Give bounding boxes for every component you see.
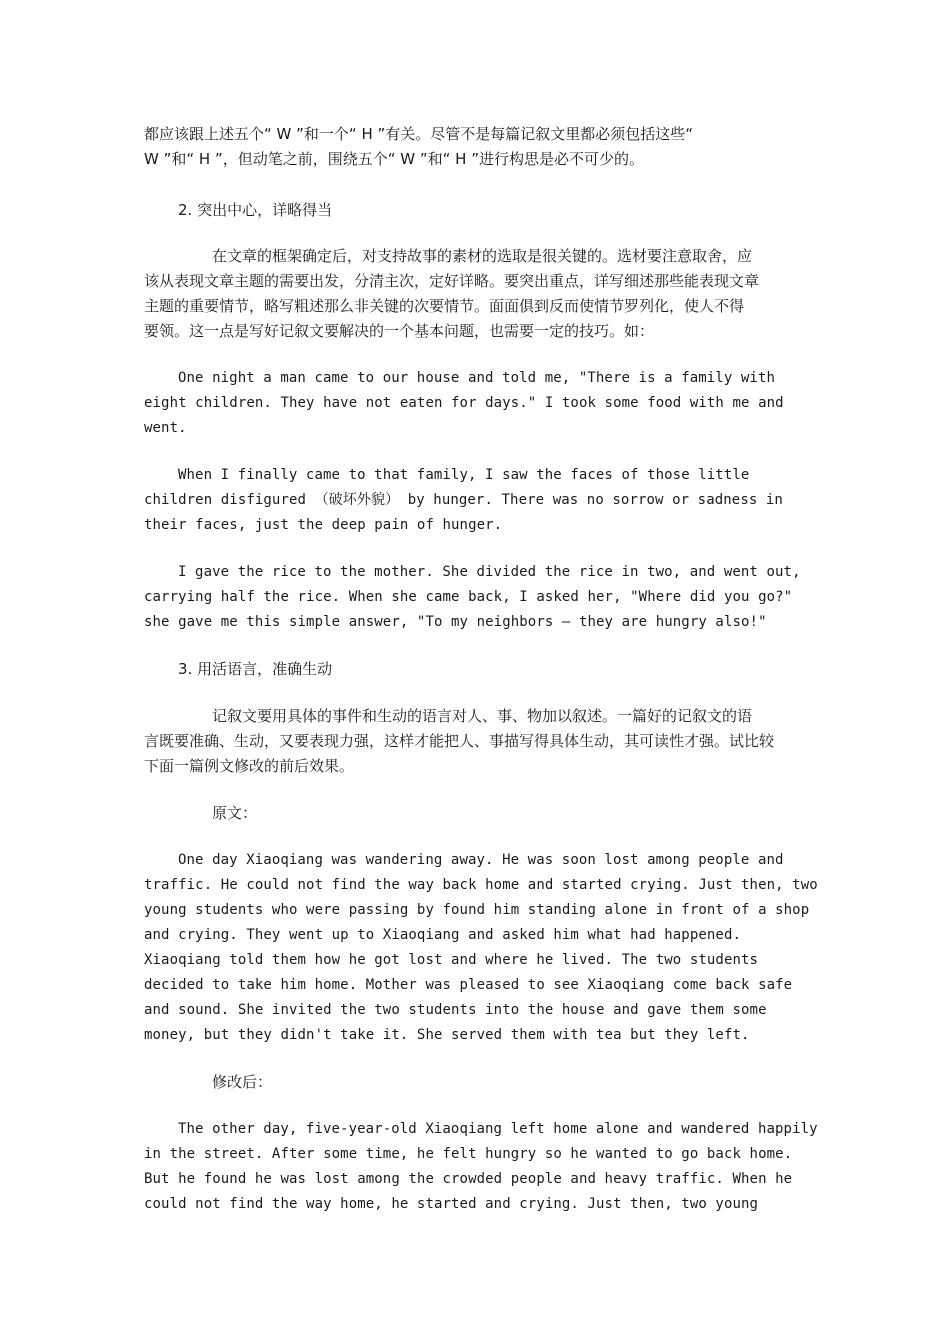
text-line: carrying half the rice. When she came back, I asked her, "Where did you go?" [144, 589, 793, 605]
original-text [144, 848, 818, 1048]
heading-text: 2. 突出中心，详略得当 [178, 201, 333, 219]
text-line: The other day, five-year-old Xiaoqiang left home alone and wandered happily [178, 1121, 818, 1137]
label-text: 原文： [212, 804, 258, 822]
text-line: in the street. After some time, he felt hungry so he wanted to go back home. [144, 1146, 793, 1162]
revised-label [144, 1070, 882, 1095]
text-line: W ”和“ H ”，但动笔之前，围绕五个“ W ”和“ H ”进行构思是必不可少的。 [144, 150, 644, 168]
intro-paragraph [144, 122, 814, 172]
text-line: When I finally came to that family, I saw the faces of those little [178, 467, 750, 483]
text-line: 言既要准确、生动，又要表现力强，这样才能把人、事描写得具体生动，其可读性才强。试比较 [144, 732, 775, 750]
section-3-heading [144, 657, 848, 682]
text-line: traffic. He could not find the way back home and started crying. Just then, two [144, 877, 818, 893]
example-paragraph-1 [144, 366, 814, 441]
revised-text [144, 1117, 818, 1217]
text-line: One night a man came to our house and told me, "There is a family with [178, 370, 776, 386]
section-2-heading [144, 198, 848, 223]
text-line: their faces, just the deep pain of hunger. [144, 517, 503, 533]
text-line: 记叙文要用具体的事件和生动的语言对人、事、物加以叙述。一篇好的记叙文的语 [212, 707, 753, 725]
text-line: 下面一篇例文修改的前后效果。 [144, 757, 355, 775]
text-line: eight children. They have not eaten for days." I took some food with me and [144, 395, 784, 411]
text-line: and crying. They went up to Xiaoqiang and asked him what had happened. [144, 927, 742, 943]
original-label [144, 801, 882, 826]
text-line: 都应该跟上述五个“ W ”和一个“ H ”有关。尽管不是每篇记叙文里都必须包括这些“ [144, 125, 694, 143]
text-line: Xiaoqiang told them how he got lost and where he lived. The two students [144, 952, 759, 968]
text-line: 要领。这一点是写好记叙文要解决的一个基本问题，也需要一定的技巧。如： [144, 322, 655, 340]
text-line: 该从表现文章主题的需要出发，分清主次，定好详略。要突出重点，详写细述那些能表现文章 [144, 272, 760, 290]
text-line: decided to take him home. Mother was pleased to see Xiaoqiang come back safe [144, 977, 793, 993]
text-line: could not find the way home, he started and crying. Just then, two young [144, 1196, 759, 1212]
text-line: I gave the rice to the mother. She divided the rice in two, and went out, [178, 564, 801, 580]
example-paragraph-2 [144, 463, 814, 538]
text-line: children disfigured （破坏外貌） by hunger. There was no sorrow or sadness in [144, 492, 783, 508]
heading-text: 3. 用活语言，准确生动 [178, 660, 333, 678]
text-line: and sound. She invited the two students into the house and gave them some [144, 1002, 767, 1018]
text-line: But he found he was lost among the crowded people and heavy traffic. When he [144, 1171, 793, 1187]
text-line: young students who were passing by found him standing alone in front of a shop [144, 902, 810, 918]
section-3-paragraph [144, 704, 814, 779]
example-paragraph-3 [144, 560, 814, 635]
text-line: 主题的重要情节，略写粗述那么非关键的次要情节。面面俱到反而使情节罗列化，使人不得 [144, 297, 745, 315]
text-line: went. [144, 420, 187, 436]
text-line: money, but they didn't take it. She served them with tea but they left. [144, 1027, 750, 1043]
label-text: 修改后： [212, 1073, 273, 1091]
section-2-paragraph [144, 244, 814, 344]
text-line: she gave me this simple answer, "To my neighbors — they are hungry also!" [144, 614, 767, 630]
text-line: 在文章的框架确定后，对支持故事的素材的选取是很关键的。选材要注意取舍，应 [212, 247, 753, 265]
text-line: One day Xiaoqiang was wandering away. He was soon lost among people and [178, 852, 784, 868]
